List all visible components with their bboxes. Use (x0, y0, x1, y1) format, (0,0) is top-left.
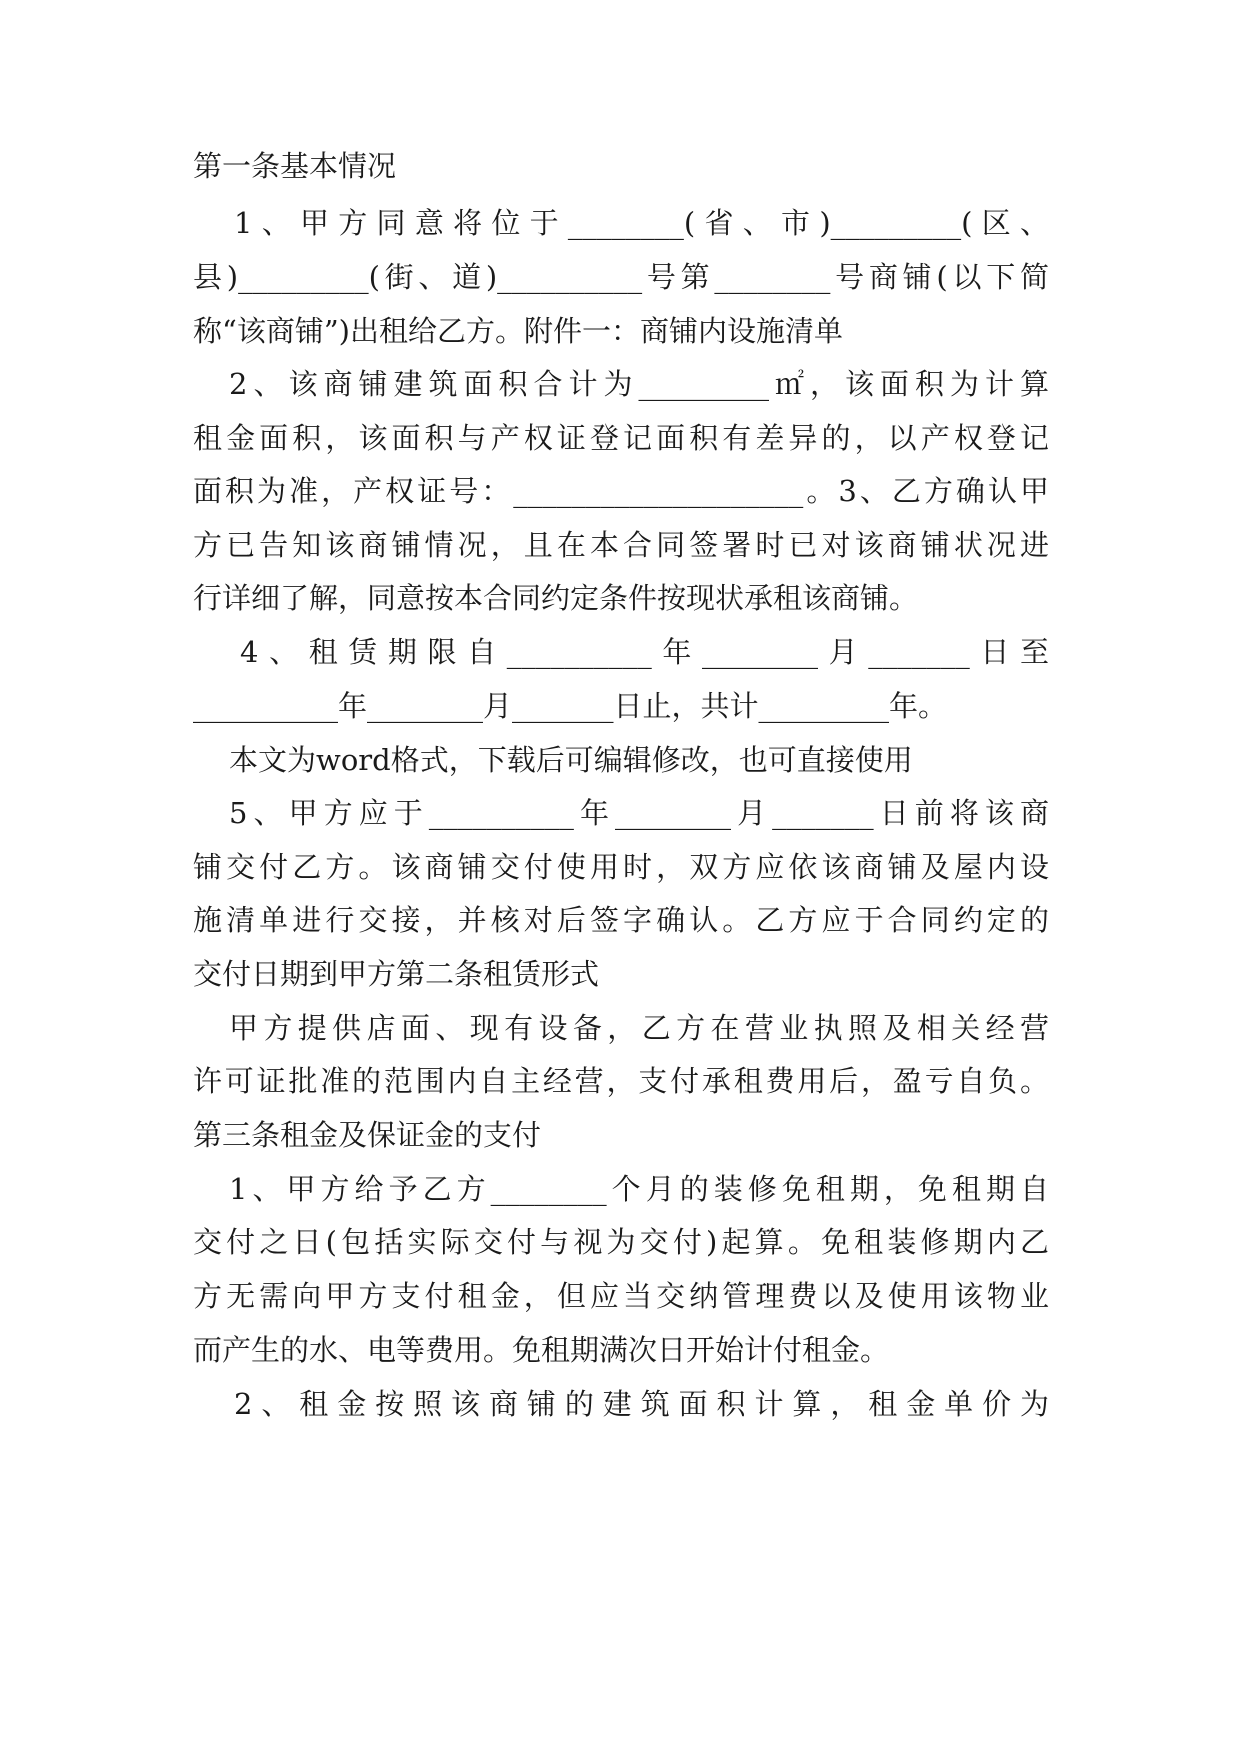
clause-1-line-1: 1、甲方同意将位于________(省、市)_________(区、 (234, 206, 1049, 240)
clause-2-line-1: 2、该商铺建筑面积合计为_________㎡，该面积为计算 (229, 367, 1049, 401)
article-3-clause-1-line-2: 交付之日(包括实际交付与视为交付)起算。免租装修期内乙 (193, 1225, 1049, 1259)
clause-5-line-3: 施清单进行交接，并核对后签字确认。乙方应于合同约定的 (193, 903, 1049, 937)
article-3-heading: 第三条租金及保证金的支付 (193, 1118, 542, 1152)
article-2-line-1: 甲方提供店面、现有设备，乙方在营业执照及相关经营 (229, 1011, 1049, 1045)
clause-5-line-1: 5、甲方应于__________年________月_______日前将该商 (229, 796, 1049, 830)
article-3-clause-2-line-1: 2、租金按照该商铺的建筑面积计算，租金单价为 (234, 1387, 1049, 1421)
clause-3-line-1: 方已告知该商铺情况，且在本合同签署时已对该商铺状况进 (193, 528, 1049, 562)
clause-2-line-3: 面积为准，产权证号：____________________。3、乙方确认甲 (193, 474, 1049, 508)
article-1-heading: 第一条基本情况 (193, 149, 397, 183)
clause-1-line-3: 称“该商铺”)出租给乙方。附件一：商铺内设施清单 (193, 314, 843, 348)
clause-4-line-2: __________年________月_______日止，共计_________年。 (193, 689, 948, 723)
article-2-line-2: 许可证批准的范围内自主经营，支付承租费用后，盈亏自负。 (193, 1064, 1049, 1098)
article-3-clause-1-line-4: 而产生的水、电等费用。免租期满次日开始计付租金。 (193, 1333, 890, 1367)
clause-5-line-2: 铺交付乙方。该商铺交付使用时，双方应依该商铺及屋内设 (193, 850, 1049, 884)
clause-3-line-2: 行详细了解，同意按本合同约定条件按现状承租该商铺。 (193, 581, 919, 615)
word-format-note: 本文为word格式，下载后可编辑修改，也可直接使用 (229, 743, 913, 777)
clause-2-line-2: 租金面积，该面积与产权证登记面积有差异的，以产权登记 (193, 421, 1049, 455)
article-3-clause-1-line-1: 1、甲方给予乙方________个月的装修免租期，免租期自 (229, 1172, 1049, 1206)
clause-5-line-4: 交付日期到甲方第二条租赁形式 (193, 957, 600, 991)
clause-4-line-1: 4、租赁期限自__________年________月_______日至 (240, 635, 1049, 669)
clause-1-line-2: 县)_________(街、道)__________号第________号商铺(以下简 (193, 260, 1049, 294)
article-3-clause-1-line-3: 方无需向甲方支付租金，但应当交纳管理费以及使用该物业 (193, 1279, 1049, 1313)
